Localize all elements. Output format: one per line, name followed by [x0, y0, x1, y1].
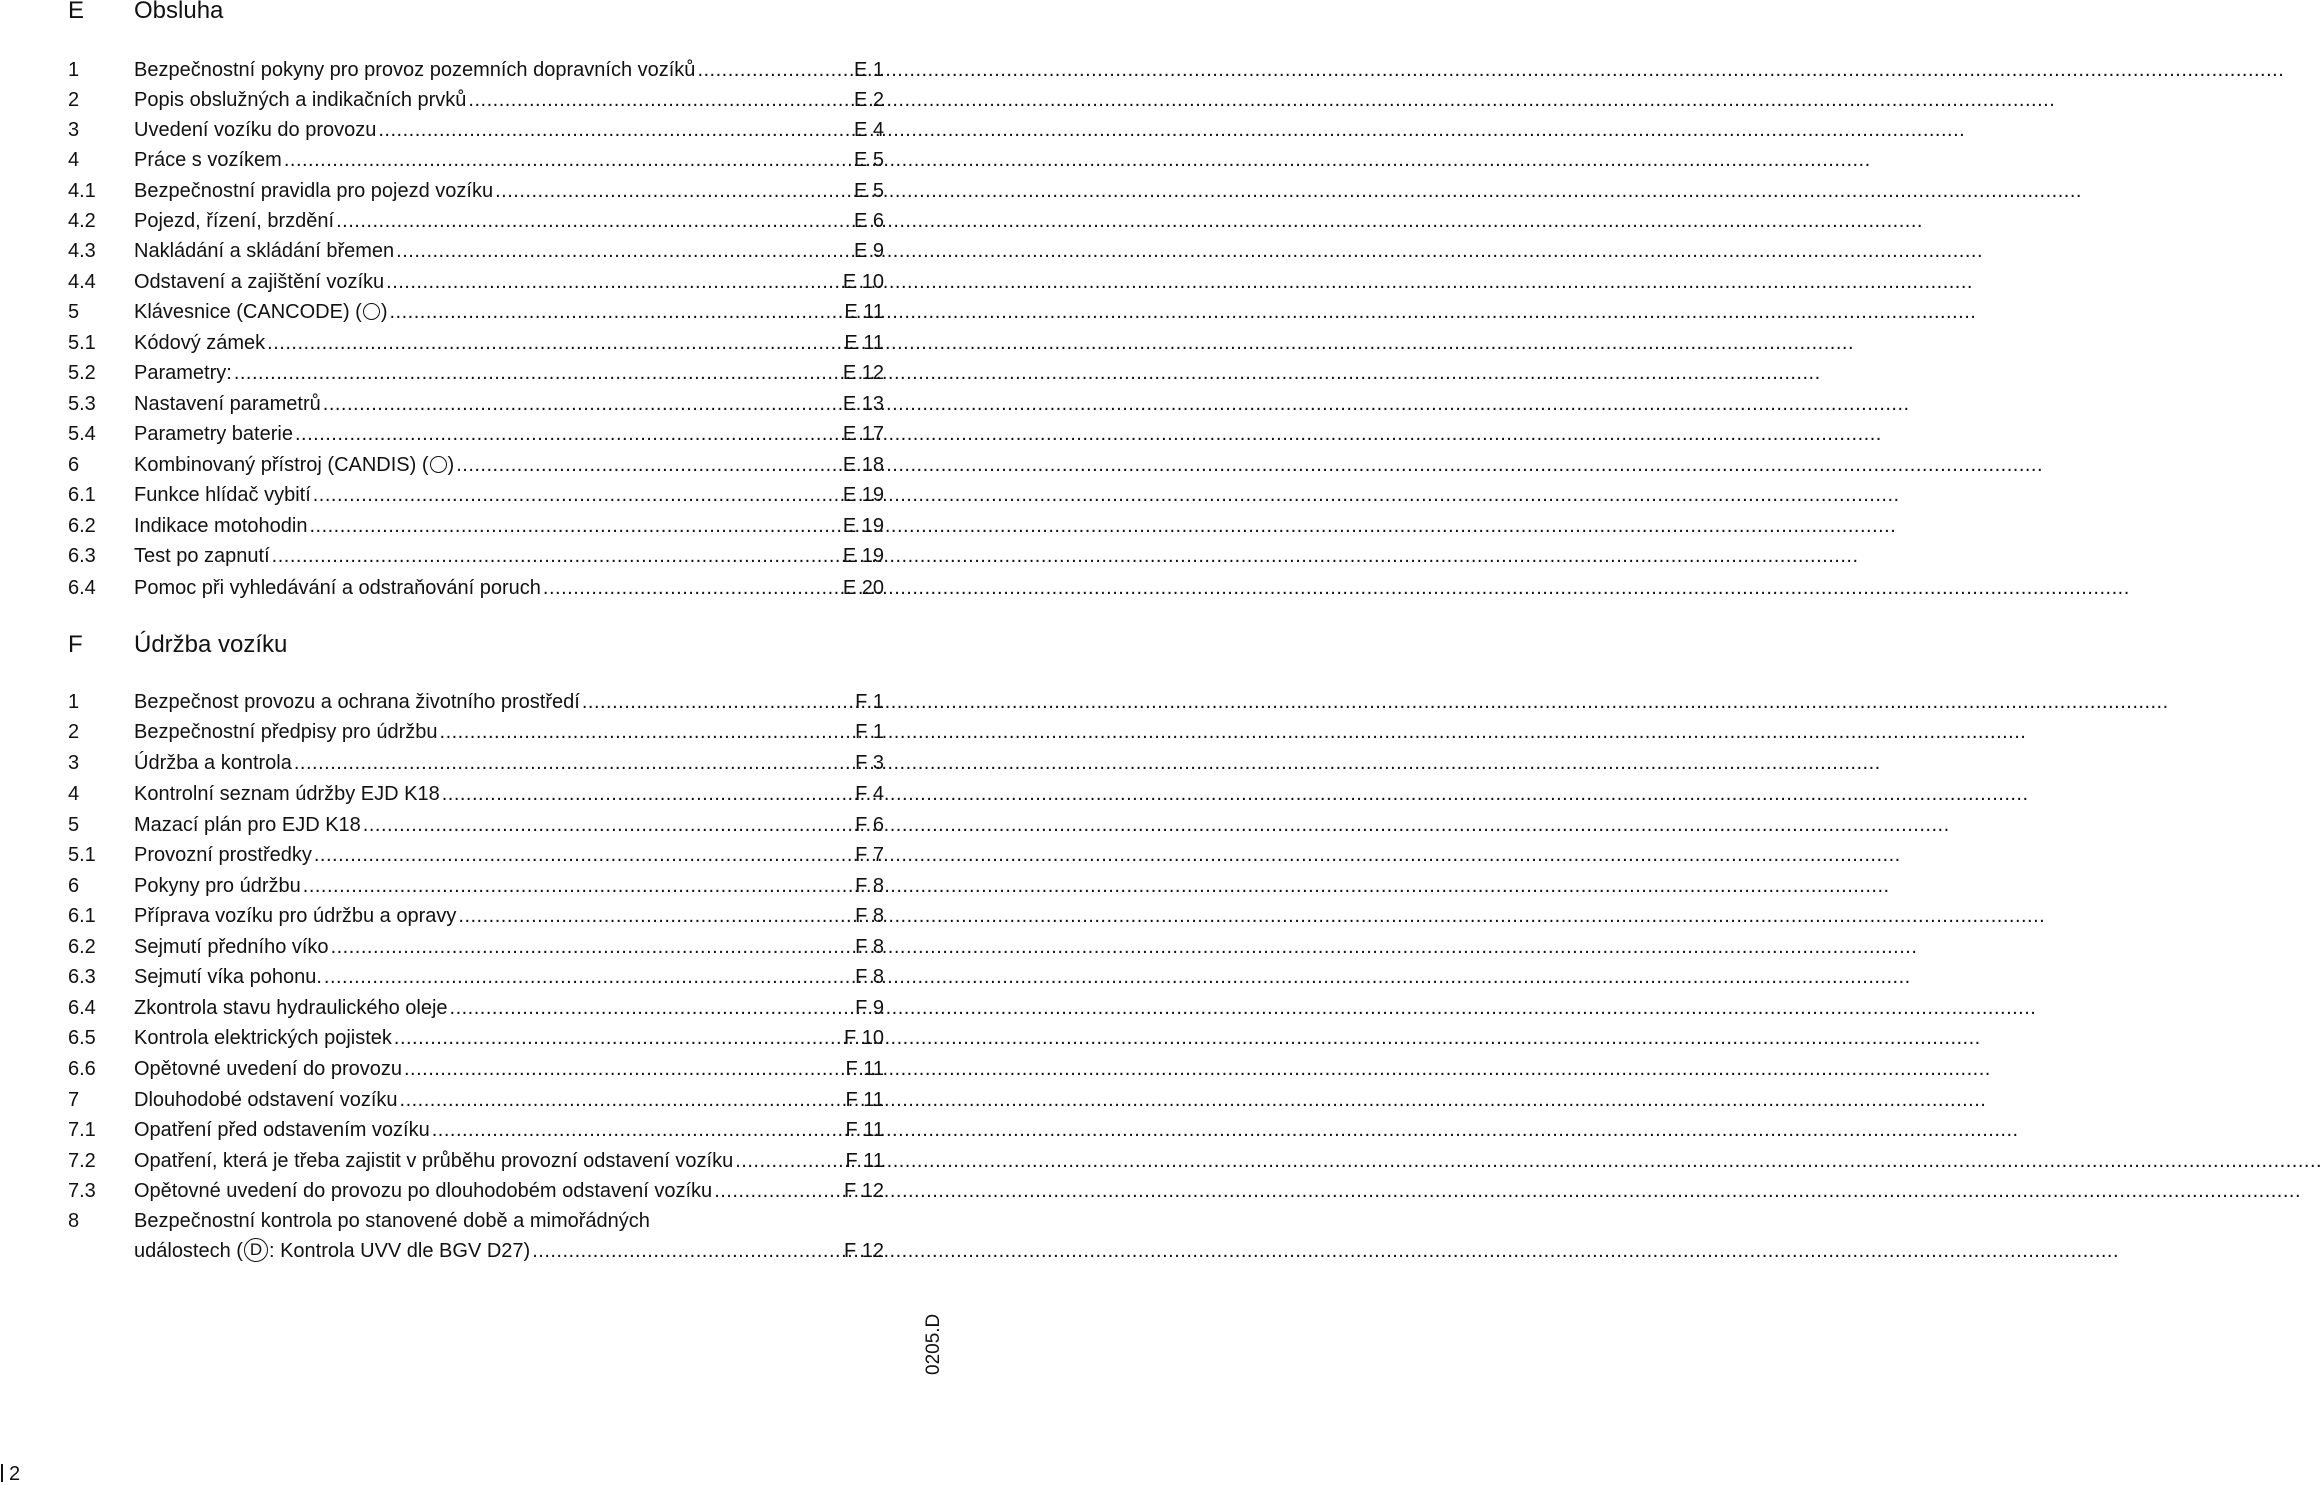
toc-entry[interactable] [0, 1206, 900, 1266]
dot-leader [458, 901, 853, 931]
toc-entry[interactable] [0, 358, 900, 388]
entry-label-text: Klávesnice (CANCODE) ( [134, 301, 362, 323]
entry-page: F 12 [843, 1240, 884, 1262]
entry-label: Odstavení a zajištění vozíku [134, 271, 385, 293]
entry-number: 5.2 [68, 362, 96, 384]
entry-label: Opatření, která je třeba zajistit v průběhu provozní odstavení vozíku [134, 1150, 734, 1172]
section-title: Údržba vozíku [134, 631, 288, 658]
document-code: 0205.D [923, 1313, 944, 1375]
toc-entry[interactable] [0, 1146, 900, 1176]
entry-number: 1 [68, 59, 80, 81]
dot-leader [323, 389, 841, 419]
dot-leader [582, 687, 853, 717]
entry-page: F 8 [855, 966, 884, 988]
dot-leader [363, 810, 853, 840]
entry-label-suffix: ) [447, 454, 455, 476]
section-heading-f [0, 628, 900, 662]
entry-number: 6.4 [68, 997, 96, 1019]
toc-entry[interactable] [0, 176, 900, 206]
entry-label: Kontrola elektrických pojistek [134, 1027, 392, 1049]
entry-number: 8 [68, 1210, 80, 1232]
entry-page: E 13 [842, 393, 884, 415]
section-heading-e [0, 0, 900, 28]
entry-page: F 11 [845, 1089, 884, 1111]
toc-entry[interactable] [0, 85, 900, 115]
entry-number: 7 [68, 1089, 80, 1111]
entry-number: 6.2 [68, 936, 96, 958]
toc-entry[interactable] [0, 1054, 900, 1084]
entry-label-suffix: ) [380, 301, 388, 323]
toc-entry[interactable] [0, 1023, 900, 1053]
toc-entry[interactable] [0, 541, 900, 571]
entry-page: E 20 [842, 577, 884, 599]
entry-number: 2 [68, 721, 80, 743]
toc-entry[interactable] [0, 297, 900, 327]
entry-page: F 3 [855, 752, 884, 774]
entry-label: Provozní prostředky [134, 844, 312, 866]
dot-leader [532, 1236, 842, 1266]
entry-number: 5.1 [68, 332, 96, 354]
toc-entry[interactable] [0, 840, 900, 870]
toc-entry[interactable] [0, 932, 900, 962]
entry-number: 4.3 [68, 240, 96, 262]
entry-number: 6.1 [68, 905, 96, 927]
dot-leader [272, 541, 841, 571]
entry-page: F 8 [855, 875, 884, 897]
entry-page: E 1 [853, 59, 884, 81]
entry-number: 7.2 [68, 1150, 96, 1172]
dot-leader [314, 840, 853, 870]
entry-label: Indikace motohodin [134, 515, 308, 537]
entry-page: E 5 [853, 180, 884, 202]
entry-number: 5.4 [68, 423, 96, 445]
entry-number: 6.5 [68, 1027, 96, 1049]
toc-entry[interactable] [0, 993, 900, 1023]
entry-label: Příprava vozíku pro údržbu a opravy [134, 905, 457, 927]
entry-label: Opětovné uvedení do provozu po dlouhodobém odstavení vozíku [134, 1180, 713, 1202]
entry-label: Bezpečnostní pravidla pro pojezd vozíku [134, 180, 494, 202]
option-circle-icon [430, 456, 447, 473]
entry-number: 3 [68, 752, 80, 774]
entry-number: 3 [68, 119, 80, 141]
entry-page: E 4 [853, 119, 884, 141]
toc-entry[interactable] [0, 1085, 900, 1115]
toc-entry[interactable] [0, 901, 900, 931]
entry-label: Opatření před odstavením vozíku [134, 1119, 430, 1141]
toc-entry[interactable] [0, 962, 900, 992]
entry-page: E 19 [842, 515, 884, 537]
entry-page: E 9 [853, 240, 884, 262]
entry-page: F 9 [855, 997, 884, 1019]
dot-leader [468, 85, 852, 115]
entry-label: Uvedení vozíku do provozu [134, 119, 377, 141]
entry-label: Nastavení parametrů [134, 393, 321, 415]
entry-number: 4.1 [68, 180, 96, 202]
page-marker-bar [1, 1464, 3, 1482]
entry-number: 4 [68, 783, 80, 805]
entry-number: 4.2 [68, 210, 96, 232]
entry-number: 6 [68, 454, 80, 476]
entry-label-text: Kombinovaný přístroj (CANDIS) ( [134, 454, 429, 476]
entry-label: Pojezd, řízení, brzdění [134, 210, 335, 232]
dot-leader [309, 511, 840, 541]
entry-page: F 8 [855, 936, 884, 958]
entry-label [134, 297, 388, 327]
entry-label: Test po zapnutí [134, 545, 270, 567]
toc-entry[interactable] [0, 779, 900, 809]
entry-label: Pokyny pro údržbu [134, 875, 301, 897]
country-d-icon: D [244, 1238, 268, 1262]
entry-label [134, 1236, 530, 1266]
entry-label: Parametry baterie [134, 423, 293, 445]
entry-label: Údržba a kontrola [134, 752, 292, 774]
entry-label: Pomoc při vyhledávání a odstraňování poruch [134, 577, 541, 599]
toc-entry[interactable] [0, 55, 900, 85]
dot-leader [456, 450, 841, 480]
entry-label: Zkontrola stavu hydraulického oleje [134, 997, 448, 1019]
toc-entry[interactable] [0, 1176, 900, 1206]
toc-entry[interactable] [0, 1115, 900, 1145]
entry-number: 6.3 [68, 545, 96, 567]
dot-leader [295, 419, 841, 449]
entry-page: E 11 [844, 301, 884, 323]
toc-entry[interactable] [0, 328, 900, 358]
entry-number: 7.1 [68, 1119, 96, 1141]
entry-page: F 11 [845, 1150, 884, 1172]
toc-entry[interactable] [0, 871, 900, 901]
option-circle-icon [363, 303, 380, 320]
entry-page: F 4 [855, 783, 884, 805]
dot-leader [440, 717, 854, 747]
entry-page: E 11 [844, 332, 884, 354]
entry-number: 2 [68, 89, 80, 111]
toc-entry[interactable] [0, 145, 900, 175]
entry-number: 5.1 [68, 844, 96, 866]
page-footer [0, 1463, 20, 1485]
toc-entry[interactable] [0, 687, 900, 717]
entry-label: Práce s vozíkem [134, 149, 282, 171]
entry-label: Sejmutí předního víko [134, 936, 329, 958]
section-title: Obsluha [134, 0, 224, 24]
entry-page: F 8 [855, 905, 884, 927]
dot-leader [386, 267, 841, 297]
entry-page: E 19 [842, 545, 884, 567]
entry-page: F 11 [845, 1119, 884, 1141]
entry-page: F 1 [855, 721, 884, 743]
dot-leader [313, 480, 841, 510]
dot-leader [324, 962, 853, 992]
dot-leader [697, 55, 852, 85]
dot-leader [331, 932, 854, 962]
entry-label-text: událostech ( [134, 1240, 243, 1262]
dot-leader [432, 1115, 844, 1145]
toc-entry[interactable] [0, 480, 900, 510]
entry-number: 6.1 [68, 484, 96, 506]
entry-page: F 12 [843, 1180, 884, 1202]
entry-page: E 6 [853, 210, 884, 232]
dot-leader [267, 328, 842, 358]
entry-label: Parametry: [134, 362, 232, 384]
toc-entry[interactable] [0, 748, 900, 778]
section-letter: E [68, 0, 85, 24]
dot-leader [404, 1054, 843, 1084]
entry-number: 4 [68, 149, 80, 171]
entry-label: Bezpečnost provozu a ochrana životního prostředí [134, 691, 580, 713]
section-letter: F [68, 631, 83, 658]
entry-label: Sejmutí víka pohonu. [134, 966, 322, 988]
toc-entry[interactable] [0, 236, 900, 266]
toc-entry[interactable] [0, 206, 900, 236]
entry-label: Opětovné uvedení do provozu [134, 1058, 402, 1080]
entry-page: F 11 [845, 1058, 884, 1080]
dot-leader [396, 236, 852, 266]
entry-label-line1: Bezpečnostní kontrola po stanovené době a mimořádných [134, 1210, 650, 1232]
entry-label: Dlouhodobé odstavení vozíku [134, 1089, 398, 1111]
page-number: 2 [9, 1463, 21, 1485]
entry-number: 7.3 [68, 1180, 96, 1202]
dot-leader [543, 573, 841, 603]
entry-number: 6.3 [68, 966, 96, 988]
entry-label: Kódový zámek [134, 332, 266, 354]
dot-leader [294, 748, 853, 778]
toc-entry[interactable] [0, 419, 900, 449]
entry-number: 4.4 [68, 271, 96, 293]
entry-page: E 18 [842, 454, 884, 476]
entry-label: Bezpečnostní pokyny pro provoz pozemních dopravních vozíků [134, 59, 696, 81]
dot-leader [303, 871, 853, 901]
entry-page: E 2 [853, 89, 884, 111]
dot-leader [495, 176, 852, 206]
entry-label [134, 450, 454, 480]
dot-leader [735, 1146, 843, 1176]
entry-label: Funkce hlídač vybití [134, 484, 311, 506]
dot-leader [442, 779, 853, 809]
entry-label-suffix: : Kontrola UVV dle BGV D27) [268, 1240, 531, 1262]
entry-page: E 17 [842, 423, 884, 445]
entry-number: 6.6 [68, 1058, 96, 1080]
entry-page: F 7 [855, 844, 884, 866]
dot-leader [336, 206, 852, 236]
entry-page: F 1 [855, 691, 884, 713]
entry-page: E 19 [842, 484, 884, 506]
entry-page: F 10 [843, 1027, 884, 1049]
entry-number: 6.4 [68, 577, 96, 599]
dot-leader [284, 145, 852, 175]
dot-leader [394, 1023, 842, 1053]
dot-leader [390, 297, 843, 327]
entry-label: Nakládání a skládání břemen [134, 240, 395, 262]
toc-entry[interactable] [0, 511, 900, 541]
entry-number: 1 [68, 691, 80, 713]
entry-label: Popis obslužných a indikačních prvků [134, 89, 467, 111]
toc-entry[interactable] [0, 450, 900, 480]
toc-entry[interactable] [0, 267, 900, 297]
dot-leader [714, 1176, 842, 1206]
entry-number: 5 [68, 301, 80, 323]
toc-entry[interactable] [0, 810, 900, 840]
dot-leader [400, 1085, 844, 1115]
entry-number: 5.3 [68, 393, 96, 415]
entry-label: Mazací plán pro EJD K18 [134, 814, 361, 836]
entry-number: 5 [68, 814, 80, 836]
entry-number: 6 [68, 875, 80, 897]
dot-leader [450, 993, 854, 1023]
dot-leader [378, 115, 852, 145]
toc-entry[interactable] [0, 573, 900, 603]
toc-entry[interactable] [0, 717, 900, 747]
entry-page: E 5 [853, 149, 884, 171]
toc-entry[interactable] [0, 115, 900, 145]
entry-page: E 12 [842, 362, 884, 384]
entry-label: Bezpečnostní předpisy pro údržbu [134, 721, 438, 743]
entry-page: E 10 [842, 271, 884, 293]
toc-entry[interactable] [0, 389, 900, 419]
entry-label: Kontrolní seznam údržby EJD K18 [134, 783, 440, 805]
entry-number: 6.2 [68, 515, 96, 537]
dot-leader [234, 358, 841, 388]
entry-page: F 6 [855, 814, 884, 836]
